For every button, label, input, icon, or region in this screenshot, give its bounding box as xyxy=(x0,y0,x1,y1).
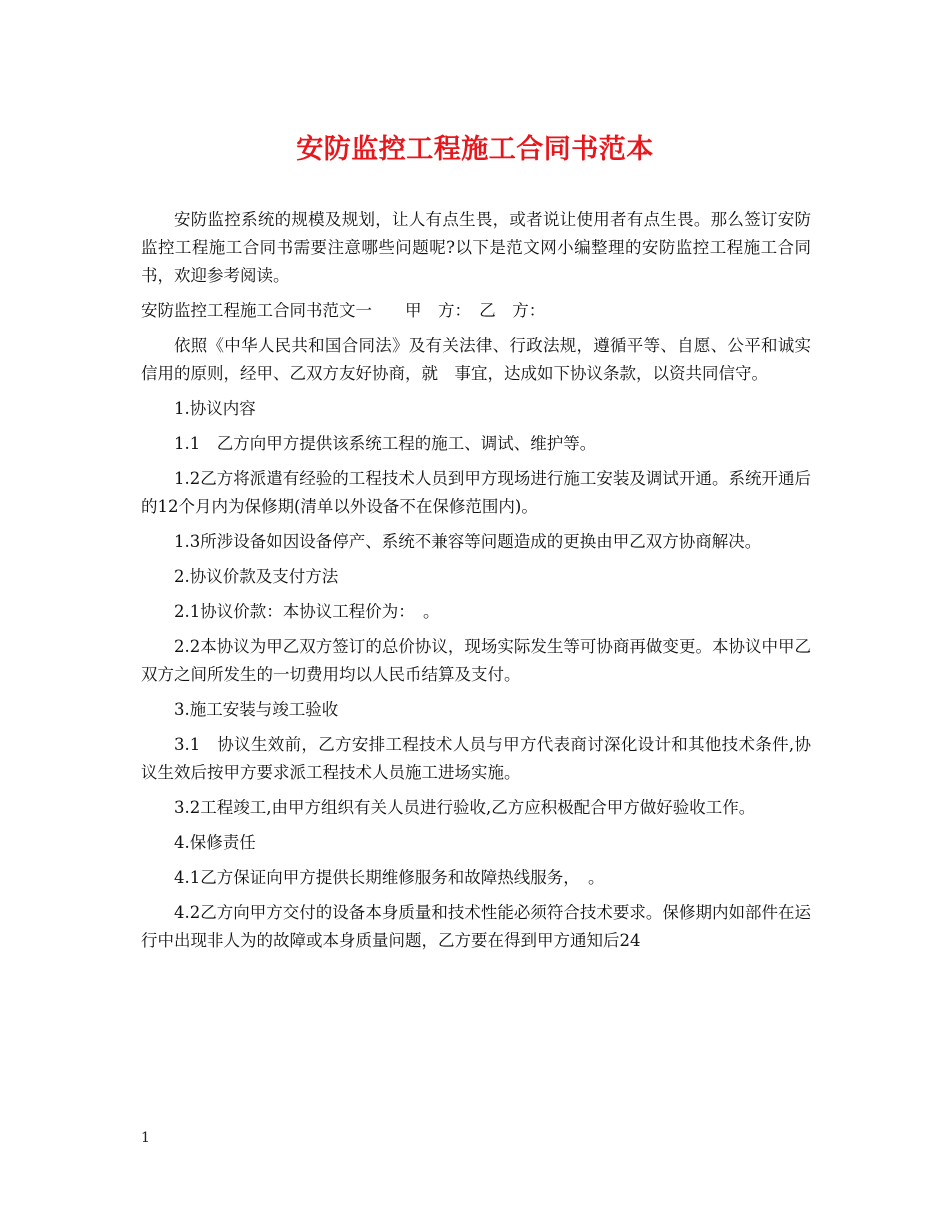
paragraph-preamble: 依照《中华人民共和国合同法》及有关法律、行政法规，遵循平等、自愿、公平和诚实信用的原则，经甲、乙双方友好协商，就 事宜，达成如下协议条款，以资共同信守。 xyxy=(141,336,811,383)
clause-1-1: 1.1 乙方向甲方提供该系统工程的施工、调试、维护等。 xyxy=(174,434,597,453)
page-title: 安防监控工程施工合同书范本 xyxy=(296,134,654,165)
clause-1-2: 1.2乙方将派遣有经验的工程技术人员到甲方现场进行施工安装及调试开通。系统开通后的12个月内为保修期(清单以外设备不在保修范围内)。 xyxy=(141,469,811,516)
document-body xyxy=(141,206,811,962)
clause-2-1: 2.1协议价款：本协议工程价为： 。 xyxy=(174,602,440,621)
paragraph-intro: 安防监控系统的规模及规划，让人有点生畏，或者说让使用者有点生畏。那么签订安防监控工程施工合同书需要注意哪些问题呢?以下是范文网小编整理的安防监控工程施工合同书，欢迎参考阅读。 xyxy=(141,210,811,285)
section-heading-1: 1.协议内容 xyxy=(174,399,256,418)
page-number: 1 xyxy=(141,1130,150,1146)
section-heading-4: 4.保修责任 xyxy=(174,833,256,852)
clause-4-1: 4.1乙方保证向甲方提供长期维修服务和故障热线服务， 。 xyxy=(174,868,605,887)
paragraph-heading-sample: 安防监控工程施工合同书范文一 甲 方： 乙 方： xyxy=(141,301,546,320)
clause-1-3: 1.3所涉设备如因设备停产、系统不兼容等问题造成的更换由甲乙双方协商解决。 xyxy=(174,532,762,551)
section-heading-3: 3.施工安装与竣工验收 xyxy=(174,700,339,719)
section-heading-2: 2.协议价款及支付方法 xyxy=(174,567,339,586)
clause-4-2: 4.2乙方向甲方交付的设备本身质量和技术性能必须符合技术要求。保修期内如部件在运行中出现非人为的故障或本身质量问题，乙方要在得到甲方通知后24 xyxy=(141,903,811,950)
clause-3-1: 3.1 协议生效前，乙方安排工程技术人员与甲方代表商讨深化设计和其他技术条件,协议生效后按甲方要求派工程技术人员施工进场实施。 xyxy=(141,735,811,782)
clause-3-2: 3.2工程竣工,由甲方组织有关人员进行验收,乙方应积极配合甲方做好验收工作。 xyxy=(174,798,756,817)
clause-2-2: 2.2本协议为甲乙双方签订的总价协议，现场实际发生等可协商再做变更。本协议中甲乙双方之间所发生的一切费用均以人民币结算及支付。 xyxy=(141,637,811,684)
